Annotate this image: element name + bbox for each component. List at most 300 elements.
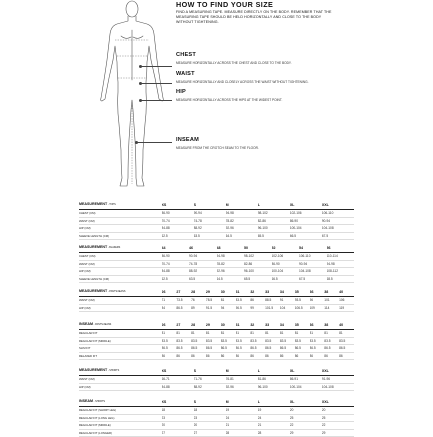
callout-waist-desc: MEASURE HORIZONTALLY AND CLOSELY ACROSS THE WAIST WITHOUT TIGHTENING. <box>176 80 309 84</box>
table-cell: 81 <box>221 297 236 305</box>
row-label: HIP (CM) <box>79 268 162 276</box>
table-cell: 86-90 <box>290 217 322 225</box>
size-header: S <box>194 397 226 407</box>
table-cell: 104 <box>280 304 295 312</box>
row-label: HIP (CM) <box>79 225 162 233</box>
table-cell: 86 <box>176 352 191 360</box>
callout-hip <box>176 89 316 102</box>
table-cell: 76-81 <box>226 376 258 384</box>
table-row <box>79 225 354 233</box>
size-header: XL <box>290 366 322 376</box>
table-cell: 83.5 <box>295 337 310 345</box>
size-header: 27 <box>176 320 191 330</box>
callout-chest-desc: MEASURE HORIZONTALLY ACROSS THE CHEST AND CLOSE TO THE BODY. <box>176 61 292 65</box>
callout-chest <box>176 52 316 65</box>
table-cell: 63.5 <box>189 275 217 283</box>
table-cell: 74-78 <box>189 260 217 268</box>
table-cell: 100-104 <box>290 225 322 233</box>
table-title-sub: - SHORTS <box>92 400 106 403</box>
table-cell: 86.5 <box>310 345 325 353</box>
table-cell: 18 <box>162 407 194 415</box>
size-header: XXL <box>322 200 354 210</box>
table-cell: 83.5 <box>339 337 354 345</box>
table-cell: 67.5 <box>299 275 327 283</box>
table-title-sub: - BLAZERS <box>107 246 121 249</box>
size-header: XS <box>162 366 194 376</box>
table-cell: 86.5 <box>206 345 221 353</box>
row-label: HIP (CM) <box>79 304 162 312</box>
size-header: 35 <box>295 287 310 297</box>
table-title-main: INSEAM <box>79 399 93 403</box>
leader-dot-hip <box>139 99 142 102</box>
table-cell: 86.5 <box>221 345 236 353</box>
table-cell: 90-94 <box>322 217 354 225</box>
table-cell: 94-98 <box>327 260 355 268</box>
table-cell: 86.5 <box>176 345 191 353</box>
row-label: HIP (CM) <box>79 383 162 391</box>
table-cell: 73.5 <box>176 297 191 305</box>
table-cell: 83.5 <box>250 337 265 345</box>
table-cell: 20 <box>322 407 354 415</box>
table-cell: 81 <box>176 330 191 338</box>
size-table <box>79 287 354 312</box>
table-cell: 65.5 <box>258 232 290 240</box>
table-cell: 89 <box>191 304 206 312</box>
table-cell: 86.5 <box>176 304 191 312</box>
table-cell: 62.5 <box>162 275 190 283</box>
size-header: 30 <box>221 320 236 330</box>
size-header: 31 <box>236 320 251 330</box>
leader-dot-chest <box>139 65 142 68</box>
table-cell: 20 <box>162 422 194 430</box>
table-cell: 23 <box>162 414 194 422</box>
table-cell: 22 <box>290 422 322 430</box>
size-header: 38 <box>324 287 339 297</box>
table-cell: 86-90 <box>162 210 194 218</box>
table-cell: 91.5 <box>206 304 221 312</box>
table-title <box>79 397 162 407</box>
callout-waist <box>176 71 316 84</box>
table-cell: 68.5 <box>327 275 355 283</box>
table-title <box>79 287 162 297</box>
table-cell: 20 <box>194 422 226 430</box>
table-cell: 83.5 <box>176 337 191 345</box>
table-cell: 19 <box>258 407 290 415</box>
table-cell: 83.5 <box>236 297 251 305</box>
table-cell: 22 <box>322 422 354 430</box>
table-cell: 70-74 <box>162 217 194 225</box>
table-cell: 83.5 <box>265 337 280 345</box>
size-header: M <box>226 200 258 210</box>
table-cell: 86.5 <box>191 345 206 353</box>
table-cell: 98-102 <box>258 210 290 218</box>
size-header: 31 <box>236 287 251 297</box>
table-cell: 76 <box>191 297 206 305</box>
table-cell: 86 <box>250 352 265 360</box>
table-cell: 88-92 <box>194 383 226 391</box>
table-row <box>79 268 354 276</box>
size-header: L <box>258 366 290 376</box>
table-cell: 29 <box>290 429 322 437</box>
row-label: REGULAR FIT (LONGER) <box>79 429 162 437</box>
table-cell: 104-108 <box>322 383 354 391</box>
row-label: CHEST (CM) <box>79 253 162 261</box>
table-cell: 62.5 <box>162 232 194 240</box>
table-cell: 29 <box>322 429 354 437</box>
table-title-sub: - PANTS/JEANS <box>92 323 112 326</box>
table-cell: 106.5 <box>295 304 310 312</box>
table-cell: 91-96 <box>322 376 354 384</box>
size-table <box>79 366 354 391</box>
table-row <box>79 383 354 391</box>
table-cell: 81 <box>191 330 206 338</box>
table-cell: 25 <box>322 414 354 422</box>
callout-hip-label: HIP <box>176 89 186 95</box>
callout-waist-label: WAIST <box>176 71 195 77</box>
table-cell: 86 <box>206 352 221 360</box>
table-cell: 86.5 <box>265 345 280 353</box>
size-header: XS <box>162 200 194 210</box>
size-header: 36 <box>310 320 325 330</box>
table-cell: 114 <box>324 304 339 312</box>
size-table <box>79 320 354 360</box>
table-cell: 83.5 <box>191 337 206 345</box>
size-header: 56 <box>327 243 355 253</box>
row-label: WAIST (CM) <box>79 217 162 225</box>
table-cell: 81 <box>324 330 339 338</box>
table-cell: 88-92 <box>189 268 217 276</box>
leader-dot-waist <box>139 82 142 85</box>
table-cell: 86 <box>250 297 265 305</box>
table-row <box>79 260 354 268</box>
row-label: RELAXED FIT <box>79 352 162 360</box>
size-header: 44 <box>162 243 190 253</box>
table-cell: 86 <box>295 352 310 360</box>
table-cell: 86-91 <box>290 376 322 384</box>
table-cell: 88.5 <box>265 297 280 305</box>
table-title <box>79 320 162 330</box>
table-cell: 90-94 <box>194 210 226 218</box>
table-cell: 27 <box>194 429 226 437</box>
table-cell: 86 <box>280 352 295 360</box>
size-header: 50 <box>244 243 272 253</box>
table-cell: 25 <box>290 414 322 422</box>
table-row <box>79 217 354 225</box>
table-cell: 96-100 <box>244 268 272 276</box>
table-cell: 83.5 <box>310 337 325 345</box>
table-cell: 86-90 <box>272 260 300 268</box>
table-cell: 78-82 <box>226 217 258 225</box>
size-header: 34 <box>280 320 295 330</box>
table-cell: 98-102 <box>244 253 272 261</box>
leader-line-hip <box>140 100 172 101</box>
size-header: 48 <box>217 243 245 253</box>
size-header: L <box>258 397 290 407</box>
table-cell: 86.5 <box>280 345 295 353</box>
table-cell: 84-88 <box>162 383 194 391</box>
table-cell: 91 <box>280 297 295 305</box>
size-header: 35 <box>295 320 310 330</box>
table-cell: 24 <box>226 414 258 422</box>
table-row <box>79 414 354 422</box>
table-cell: 65.5 <box>244 275 272 283</box>
size-header: 40 <box>339 287 354 297</box>
table-cell: 94-98 <box>217 253 245 261</box>
table-cell: 83.5 <box>162 337 177 345</box>
callout-chest-label: CHEST <box>176 52 196 58</box>
table-cell: 64.5 <box>226 232 258 240</box>
table-cell: 96-100 <box>258 225 290 233</box>
table-cell: 86.5 <box>295 345 310 353</box>
table-cell: 86 <box>324 352 339 360</box>
table-cell: 24 <box>258 414 290 422</box>
table-cell: 101 <box>324 297 339 305</box>
size-header: 46 <box>189 243 217 253</box>
row-label: SLIM FIT <box>79 345 162 353</box>
table-row <box>79 376 354 384</box>
size-header: 38 <box>324 320 339 330</box>
table-cell: 86.5 <box>324 345 339 353</box>
table-cell: 94-98 <box>226 210 258 218</box>
size-header: 32 <box>250 287 265 297</box>
table-cell: 84-88 <box>162 268 190 276</box>
table-cell: 104-108 <box>299 268 327 276</box>
table-row <box>79 352 354 360</box>
callout-inseam <box>176 137 316 150</box>
table-cell: 90-94 <box>189 253 217 261</box>
table-cell: 86-90 <box>162 253 190 261</box>
table-cell: 19 <box>226 407 258 415</box>
table-cell: 28 <box>258 429 290 437</box>
size-header: 32 <box>250 320 265 330</box>
size-header: 33 <box>265 287 280 297</box>
table-cell: 21 <box>258 422 290 430</box>
table-cell: 119 <box>339 304 354 312</box>
row-label: WAIST (CM) <box>79 376 162 384</box>
size-header: XL <box>290 397 322 407</box>
row-label: CHEST (CM) <box>79 210 162 218</box>
size-header: S <box>194 200 226 210</box>
table-cell: 74-78 <box>194 217 226 225</box>
table-title <box>79 366 162 376</box>
row-label: REGULAR FIT <box>79 330 162 338</box>
size-header: 26 <box>162 320 177 330</box>
table-title <box>79 200 162 210</box>
size-header: XS <box>162 397 194 407</box>
row-label: SLEEVE LENGTH (CM) <box>79 275 162 283</box>
table-cell: 28 <box>226 429 258 437</box>
table-cell: 108-112 <box>327 268 355 276</box>
guide-title: HOW TO FIND YOUR SIZE <box>176 0 274 9</box>
table-cell: 106 <box>339 297 354 305</box>
size-table <box>79 397 354 437</box>
table-row <box>79 337 354 345</box>
table-row <box>79 253 354 261</box>
table-cell: 86 <box>221 352 236 360</box>
size-header: 30 <box>221 287 236 297</box>
table-cell: 63.5 <box>194 232 226 240</box>
row-label: REGULAR FIT (SHORT LEG) <box>79 407 162 415</box>
table-cell: 70-74 <box>162 260 190 268</box>
table-cell: 71-76 <box>194 376 226 384</box>
table-cell: 86.5 <box>236 345 251 353</box>
table-row <box>79 232 354 240</box>
table-cell: 71 <box>162 297 177 305</box>
table-cell: 81 <box>295 330 310 338</box>
callout-hip-desc: MEASURE HORIZONTALLY ACROSS THE HIPS AT THE WIDEST POINT. <box>176 98 283 102</box>
table-cell: 106-110 <box>299 253 327 261</box>
table-cell: 81 <box>221 330 236 338</box>
table-cell: 81 <box>162 330 177 338</box>
table-cell: 86 <box>310 352 325 360</box>
table-cell: 92-96 <box>226 225 258 233</box>
table-cell: 86 <box>162 352 177 360</box>
table-cell: 86.5 <box>250 345 265 353</box>
body-outline-figure <box>93 0 171 192</box>
table-cell: 83.5 <box>206 337 221 345</box>
table-cell: 92-96 <box>226 383 258 391</box>
table-cell: 104-108 <box>322 225 354 233</box>
table-cell: 90-94 <box>299 260 327 268</box>
table-cell: 83.5 <box>280 337 295 345</box>
table-cell: 81 <box>280 330 295 338</box>
table-cell: 86 <box>236 352 251 360</box>
table-cell: 92-96 <box>217 268 245 276</box>
table-cell: 66.5 <box>290 232 322 240</box>
callout-inseam-desc: MEASURE FROM THE CROTCH SEAM TO THE FLOOR. <box>176 146 259 150</box>
table-title-main: MEASUREMENT <box>79 368 108 372</box>
size-header: 28 <box>191 287 206 297</box>
table-cell: 86 <box>339 352 354 360</box>
table-cell: 78-82 <box>217 260 245 268</box>
table-cell: 27 <box>162 429 194 437</box>
table-cell: 83.5 <box>221 337 236 345</box>
table-cell: 81 <box>236 330 251 338</box>
table-cell: 96-100 <box>258 383 290 391</box>
table-cell: 99 <box>250 304 265 312</box>
row-label: SLEEVE LENGTH (CM) <box>79 232 162 240</box>
table-row <box>79 210 354 218</box>
table-cell: 81 <box>310 330 325 338</box>
table-cell: 109 <box>310 304 325 312</box>
callout-inseam-label: INSEAM <box>176 137 199 143</box>
table-cell: 94 <box>221 304 236 312</box>
size-header: 27 <box>176 287 191 297</box>
size-header: L <box>258 200 290 210</box>
leader-line-inseam <box>136 142 172 143</box>
table-title-sub: - TOPS <box>107 203 116 206</box>
table-cell: 100-104 <box>290 383 322 391</box>
table-title-sub: - SHORTS <box>107 369 120 372</box>
table-cell: 102-106 <box>272 253 300 261</box>
table-cell: 102-106 <box>290 210 322 218</box>
table-cell: 81 <box>206 330 221 338</box>
size-table <box>79 243 354 283</box>
table-cell: 66-71 <box>162 376 194 384</box>
guide-intro: FIND A MEASURING TAPE. MEASURE DIRECTLY ON THE BODY. REMEMBER THAT THE MEASURING TAPE SHOULD BE HELD HORIZONTALLY AND CLOSE TO THE BODY WITHOUT TIGHTENING. <box>176 10 332 24</box>
table-cell: 86.5 <box>162 345 177 353</box>
table-cell: 81-86 <box>258 376 290 384</box>
table-title-main: MEASUREMENT <box>79 245 108 249</box>
size-header: S <box>194 366 226 376</box>
size-header: XL <box>290 200 322 210</box>
table-cell: 83.5 <box>324 337 339 345</box>
table-cell: 96.5 <box>236 304 251 312</box>
size-header: 29 <box>206 320 221 330</box>
size-header: M <box>226 397 258 407</box>
row-label: REGULAR FIT (MIDDLE) <box>79 337 162 345</box>
table-cell: 83.5 <box>236 337 251 345</box>
table-cell: 64.5 <box>217 275 245 283</box>
leader-dot-inseam <box>135 141 138 144</box>
table-title-main: MEASUREMENT <box>79 202 108 206</box>
table-cell: 96 <box>310 297 325 305</box>
table-row <box>79 297 354 305</box>
table-cell: 67.5 <box>322 232 354 240</box>
table-title-sub: - PANTS/JEANS <box>107 290 126 293</box>
table-row <box>79 407 354 415</box>
table-cell: 82-86 <box>258 217 290 225</box>
leader-line-chest <box>140 66 172 67</box>
size-header: XXL <box>322 366 354 376</box>
leader-line-waist <box>140 83 172 84</box>
table-cell: 101.5 <box>265 304 280 312</box>
size-header: 40 <box>339 320 354 330</box>
table-cell: 106-110 <box>322 210 354 218</box>
table-cell: 81 <box>265 330 280 338</box>
table-row <box>79 345 354 353</box>
row-label: REGULAR FIT (MIDDLE) <box>79 422 162 430</box>
size-header: XXL <box>322 397 354 407</box>
table-cell: 81 <box>339 330 354 338</box>
size-header: 52 <box>272 243 300 253</box>
table-cell: 93.5 <box>295 297 310 305</box>
size-header: M <box>226 366 258 376</box>
table-cell: 100-104 <box>272 268 300 276</box>
table-cell: 84-88 <box>162 225 194 233</box>
size-header: 33 <box>265 320 280 330</box>
size-header: 54 <box>299 243 327 253</box>
size-table <box>79 200 354 240</box>
size-header: 34 <box>280 287 295 297</box>
size-header: 29 <box>206 287 221 297</box>
table-cell: 81 <box>250 330 265 338</box>
table-row <box>79 275 354 283</box>
table-cell: 110-114 <box>327 253 355 261</box>
table-title-main: MEASUREMENT <box>79 289 108 293</box>
table-cell: 84 <box>162 304 177 312</box>
table-title <box>79 243 162 253</box>
table-row <box>79 330 354 338</box>
table-cell: 78.5 <box>206 297 221 305</box>
table-cell: 66.5 <box>272 275 300 283</box>
size-header: 28 <box>191 320 206 330</box>
table-cell: 82-86 <box>244 260 272 268</box>
row-label: REGULAR FIT (LONG LEG) <box>79 414 162 422</box>
size-header: 26 <box>162 287 177 297</box>
table-cell: 86 <box>265 352 280 360</box>
row-label: WAIST (CM) <box>79 297 162 305</box>
table-cell: 86.5 <box>339 345 354 353</box>
size-header: 36 <box>310 287 325 297</box>
table-cell: 21 <box>226 422 258 430</box>
table-cell: 88-92 <box>194 225 226 233</box>
table-cell: 20 <box>290 407 322 415</box>
row-label: WAIST (CM) <box>79 260 162 268</box>
table-row <box>79 304 354 312</box>
table-title-main: INSEAM <box>79 322 93 326</box>
table-cell: 86 <box>191 352 206 360</box>
